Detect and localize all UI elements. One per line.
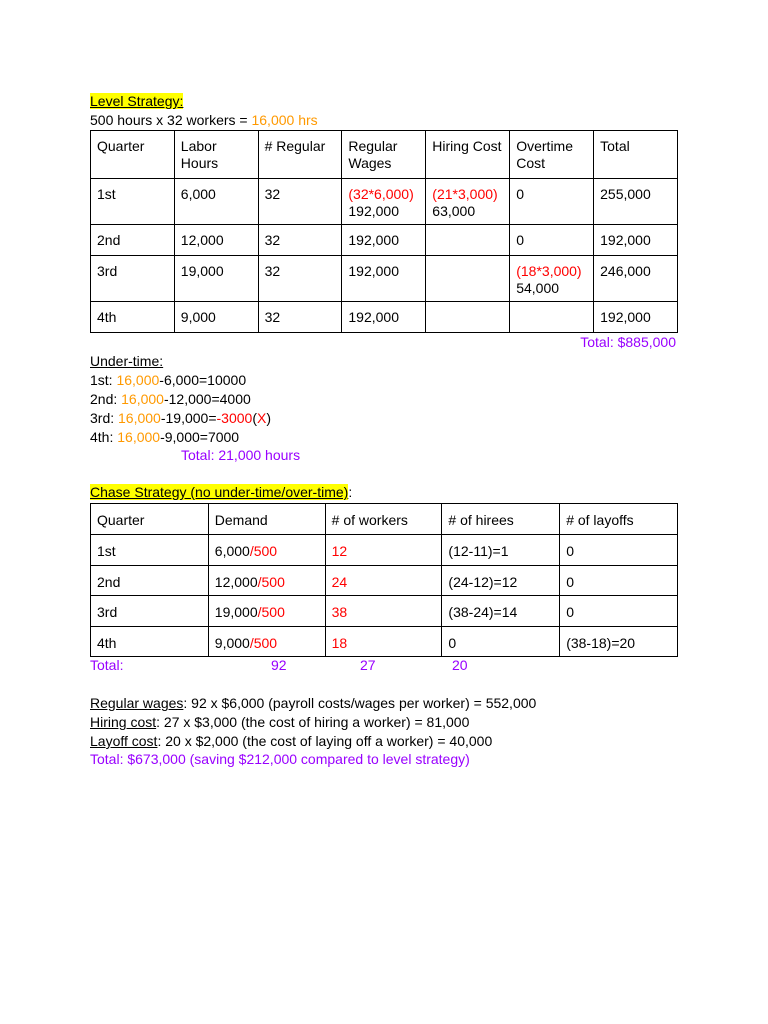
cell-overtime: 0 bbox=[510, 225, 594, 256]
cell-regular: 32 bbox=[258, 179, 342, 225]
cell-workers: 12 bbox=[325, 535, 442, 566]
header-workers: # of workers bbox=[325, 504, 442, 535]
cell-labor-hours: 6,000 bbox=[174, 179, 258, 225]
undertime-base: 16,000 bbox=[117, 429, 161, 445]
undertime-total: Total: 21,000 hours bbox=[181, 447, 301, 463]
cell-overtime: 0 bbox=[510, 179, 594, 225]
level-calc-value: 16,000 hrs bbox=[251, 112, 318, 128]
table-row bbox=[91, 566, 678, 596]
cell-demand bbox=[208, 566, 325, 596]
layoff-cost-label: Layoff cost bbox=[90, 733, 158, 749]
cell-hirees: (24-12)=12 bbox=[442, 566, 560, 596]
cell-layoffs: (38-18)=20 bbox=[560, 627, 678, 657]
undertime-prefix: 2nd: bbox=[90, 391, 122, 407]
cell-quarter: 2nd bbox=[91, 225, 175, 256]
cell-quarter: 4th bbox=[91, 302, 175, 333]
table-header-row bbox=[91, 131, 678, 179]
cell-quarter: 1st bbox=[91, 179, 175, 225]
cell-quarter: 4th bbox=[91, 627, 209, 657]
undertime-line: 3rd: 16,000-19,000=-3000(X) bbox=[90, 410, 272, 426]
wages-value: 192,000 bbox=[348, 203, 399, 219]
regular-wages-label: Regular wages bbox=[90, 695, 184, 711]
undertime-calc: -9,000=7000 bbox=[160, 429, 240, 445]
cell-workers: 24 bbox=[325, 566, 442, 596]
cell-demand bbox=[208, 596, 325, 627]
demand-divisor: /500 bbox=[257, 574, 285, 590]
undertime-prefix: 4th: bbox=[90, 429, 118, 445]
undertime-calc: -19,000= bbox=[160, 410, 217, 426]
cell-hiring bbox=[426, 225, 510, 256]
table-row bbox=[91, 225, 678, 256]
layoff-cost-line bbox=[90, 733, 492, 749]
level-calc-line bbox=[90, 112, 318, 128]
header-total: Total bbox=[594, 131, 678, 179]
table-row bbox=[91, 535, 678, 566]
overtime-formula: (18*3,000) bbox=[516, 263, 582, 279]
level-strategy-title: Level Strategy bbox=[90, 93, 180, 109]
cell-total: 192,000 bbox=[594, 225, 678, 256]
chase-strategy-heading bbox=[90, 484, 352, 500]
cell-layoffs: 0 bbox=[560, 596, 678, 627]
cell-demand bbox=[208, 535, 325, 566]
cell-quarter: 2nd bbox=[91, 566, 209, 596]
chase-total-workers: 92 bbox=[271, 657, 287, 673]
level-strategy-title-colon: : bbox=[179, 93, 184, 109]
cell-hirees: 0 bbox=[442, 627, 560, 657]
overtime-value: 54,000 bbox=[516, 280, 560, 296]
cell-wages: 192,000 bbox=[342, 225, 426, 256]
cell-labor-hours: 9,000 bbox=[174, 302, 258, 333]
regular-wages-line bbox=[90, 695, 536, 711]
table-row bbox=[91, 596, 678, 627]
demand-divisor: /500 bbox=[249, 635, 278, 651]
cell-regular: 32 bbox=[258, 256, 342, 302]
undertime-calc: -6,000=10000 bbox=[159, 372, 247, 388]
level-strategy-heading bbox=[90, 93, 183, 109]
undertime-base: 16,000 bbox=[118, 410, 161, 426]
demand-value: 6,000 bbox=[214, 543, 250, 559]
chase-total-hirees: 27 bbox=[360, 657, 376, 673]
level-strategy-table bbox=[90, 130, 678, 333]
cell-layoffs: 0 bbox=[560, 535, 678, 566]
cell-workers: 38 bbox=[325, 596, 442, 627]
cell-overtime bbox=[510, 256, 594, 302]
cell-overtime bbox=[510, 302, 594, 333]
cell-total: 192,000 bbox=[594, 302, 678, 333]
cell-wages: 192,000 bbox=[342, 302, 426, 333]
table-row bbox=[91, 256, 678, 302]
header-quarter: Quarter bbox=[91, 504, 209, 535]
header-hirees: # of hirees bbox=[442, 504, 560, 535]
hiring-cost-calc: : 27 x $3,000 (the cost of hiring a worker) = 81,000 bbox=[156, 714, 470, 730]
undertime-base: 16,000 bbox=[121, 391, 164, 407]
header-regular-wages: Regular Wages bbox=[342, 131, 426, 179]
level-calc-prefix: 500 hours x 32 workers = bbox=[90, 112, 252, 128]
cell-demand bbox=[208, 627, 325, 657]
hiring-formula: (21*3,000) bbox=[432, 186, 498, 202]
hiring-cost-line bbox=[90, 714, 469, 730]
chase-strategy-table bbox=[90, 503, 678, 657]
header-demand: Demand bbox=[208, 504, 325, 535]
demand-value: 9,000 bbox=[214, 635, 250, 651]
undertime-negative: -3000 bbox=[216, 410, 253, 426]
hiring-value: 63,000 bbox=[432, 203, 476, 219]
demand-divisor: /500 bbox=[257, 604, 285, 620]
level-total: Total: $885,000 bbox=[580, 334, 676, 350]
cell-total: 255,000 bbox=[594, 179, 678, 225]
demand-value: 12,000 bbox=[214, 574, 258, 590]
cell-layoffs: 0 bbox=[560, 566, 678, 596]
cell-total: 246,000 bbox=[594, 256, 678, 302]
chase-total-layoffs: 20 bbox=[452, 657, 468, 673]
header-hiring-cost: Hiring Cost bbox=[426, 131, 510, 179]
cell-wages bbox=[342, 179, 426, 225]
undertime-line bbox=[90, 391, 251, 407]
undertime-line bbox=[90, 372, 246, 388]
chase-strategy-title-colon: : bbox=[348, 484, 353, 500]
layoff-cost-calc: : 20 x $2,000 (the cost of laying off a worker) = 40,000 bbox=[157, 733, 493, 749]
demand-value: 19,000 bbox=[214, 604, 258, 620]
table-header-row bbox=[91, 504, 678, 535]
table-row bbox=[91, 302, 678, 333]
header-labor-hours: Labor Hours bbox=[174, 131, 258, 179]
chase-total-label: Total: bbox=[90, 657, 124, 673]
cell-quarter: 3rd bbox=[91, 256, 175, 302]
cell-quarter: 3rd bbox=[91, 596, 209, 627]
cell-quarter: 1st bbox=[91, 535, 209, 566]
undertime-prefix: 1st: bbox=[90, 372, 117, 388]
cell-hirees: (38-24)=14 bbox=[442, 596, 560, 627]
cell-hiring bbox=[426, 302, 510, 333]
table-row bbox=[91, 179, 678, 225]
demand-divisor: /500 bbox=[249, 543, 278, 559]
cell-labor-hours: 19,000 bbox=[174, 256, 258, 302]
header-layoffs: # of layoffs bbox=[560, 504, 678, 535]
hiring-cost-label: Hiring cost bbox=[90, 714, 157, 730]
regular-wages-calc: : 92 x $6,000 (payroll costs/wages per worker) = 552,000 bbox=[183, 695, 537, 711]
cell-labor-hours: 12,000 bbox=[174, 225, 258, 256]
cell-hirees: (12-11)=1 bbox=[442, 535, 560, 566]
undertime-x-mark: X bbox=[257, 410, 267, 426]
cell-regular: 32 bbox=[258, 225, 342, 256]
undertime-title: Under-time: bbox=[90, 353, 164, 369]
header-overtime-cost: Overtime Cost bbox=[510, 131, 594, 179]
undertime-calc: -12,000=4000 bbox=[163, 391, 251, 407]
cell-hiring bbox=[426, 179, 510, 225]
wages-formula: (32*6,000) bbox=[348, 186, 414, 202]
undertime-line bbox=[90, 429, 239, 445]
cell-hiring bbox=[426, 256, 510, 302]
chase-strategy-title: Chase Strategy (no under-time/over-time) bbox=[90, 484, 349, 500]
cell-workers: 18 bbox=[325, 627, 442, 657]
undertime-prefix: 3rd: bbox=[90, 410, 119, 426]
chase-grand-total: Total: $673,000 (saving $212,000 compared to level strategy) bbox=[90, 751, 470, 767]
header-regular: # Regular bbox=[258, 131, 342, 179]
cell-regular: 32 bbox=[258, 302, 342, 333]
cell-wages: 192,000 bbox=[342, 256, 426, 302]
header-quarter: Quarter bbox=[91, 131, 175, 179]
table-row bbox=[91, 627, 678, 657]
undertime-base: 16,000 bbox=[116, 372, 160, 388]
